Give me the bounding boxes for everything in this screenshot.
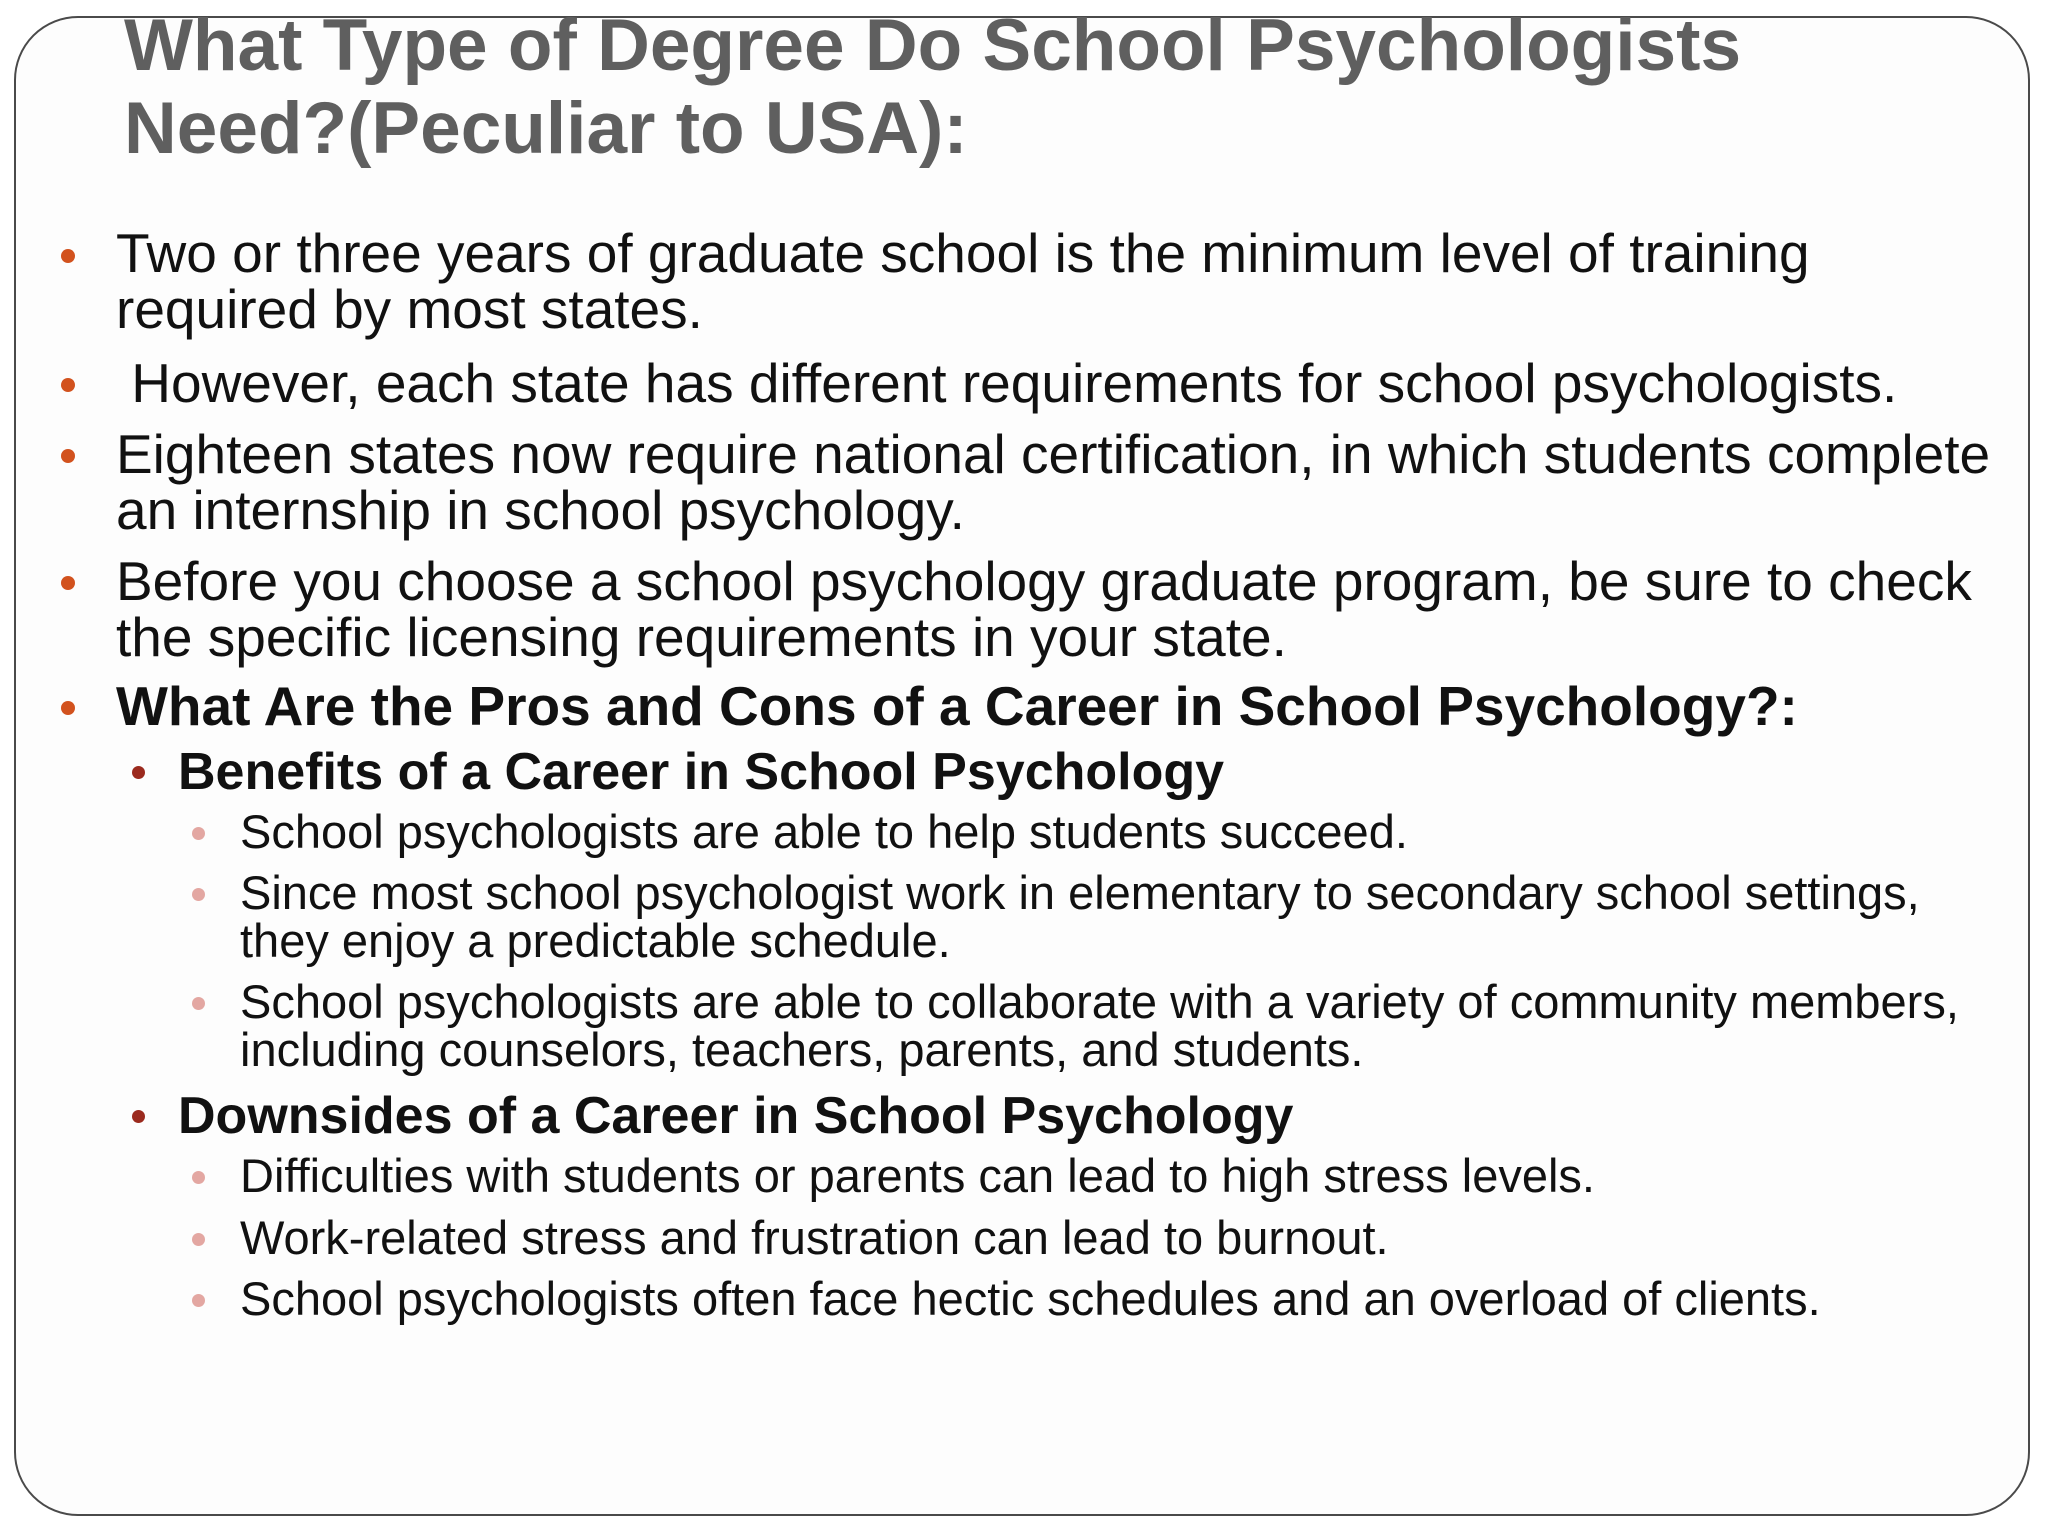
bullet-marker [61,249,75,263]
bullet-marker [192,1233,205,1246]
downside-item: School psychologists often face hectic schedules and an overload of clients. [240,1272,1821,1325]
bullet-marker [192,1294,205,1307]
bullet-pros-cons-heading: What Are the Pros and Cons of a Career in School Psychology?: [116,675,1798,737]
benefit-item: School psychologists are able to help students succeed. [240,805,1408,858]
bullet-minimum-training: Two or three years of graduate school is the minimum level of training required by most states. [116,222,1810,340]
bullet-licensing-check: Before you choose a school psychology graduate program, be sure to check the specific licensing requirements in your state. [116,550,1972,668]
bullet-marker [132,1110,145,1123]
bullet-marker [132,766,145,779]
bullet-marker [61,378,75,392]
benefit-item: School psychologists are able to collaborate with a variety of community members, including counselors, teachers, parents, and students. [240,975,1959,1076]
downside-item: Work-related stress and frustration can lead to burnout. [240,1211,1389,1264]
benefits-heading: Benefits of a Career in School Psychology [178,743,1225,801]
bullet-state-requirements: However, each state has different requirements for school psychologists. [116,352,1898,414]
slide-title-line-1: What Type of Degree Do School Psychologists [124,5,1742,86]
bullet-marker [61,576,75,590]
downside-item: Difficulties with students or parents can lead to high stress levels. [240,1149,1595,1202]
slide-title [124,4,1944,170]
downsides-heading: Downsides of a Career in School Psychology [178,1087,1294,1145]
bullet-marker [192,997,205,1010]
bullet-national-certification: Eighteen states now require national certification, in which students complete an internship in school psychology. [116,423,1991,541]
bullet-marker [192,827,205,840]
bullet-marker [192,1171,205,1184]
bullet-marker [61,701,75,715]
bullet-marker [61,449,75,463]
slide-title-line-2: Need?(Peculiar to USA): [124,88,968,169]
benefit-item: Since most school psychologist work in elementary to secondary school settings, they enjoy a predictable schedule. [240,866,1920,967]
bullet-marker [192,888,205,901]
